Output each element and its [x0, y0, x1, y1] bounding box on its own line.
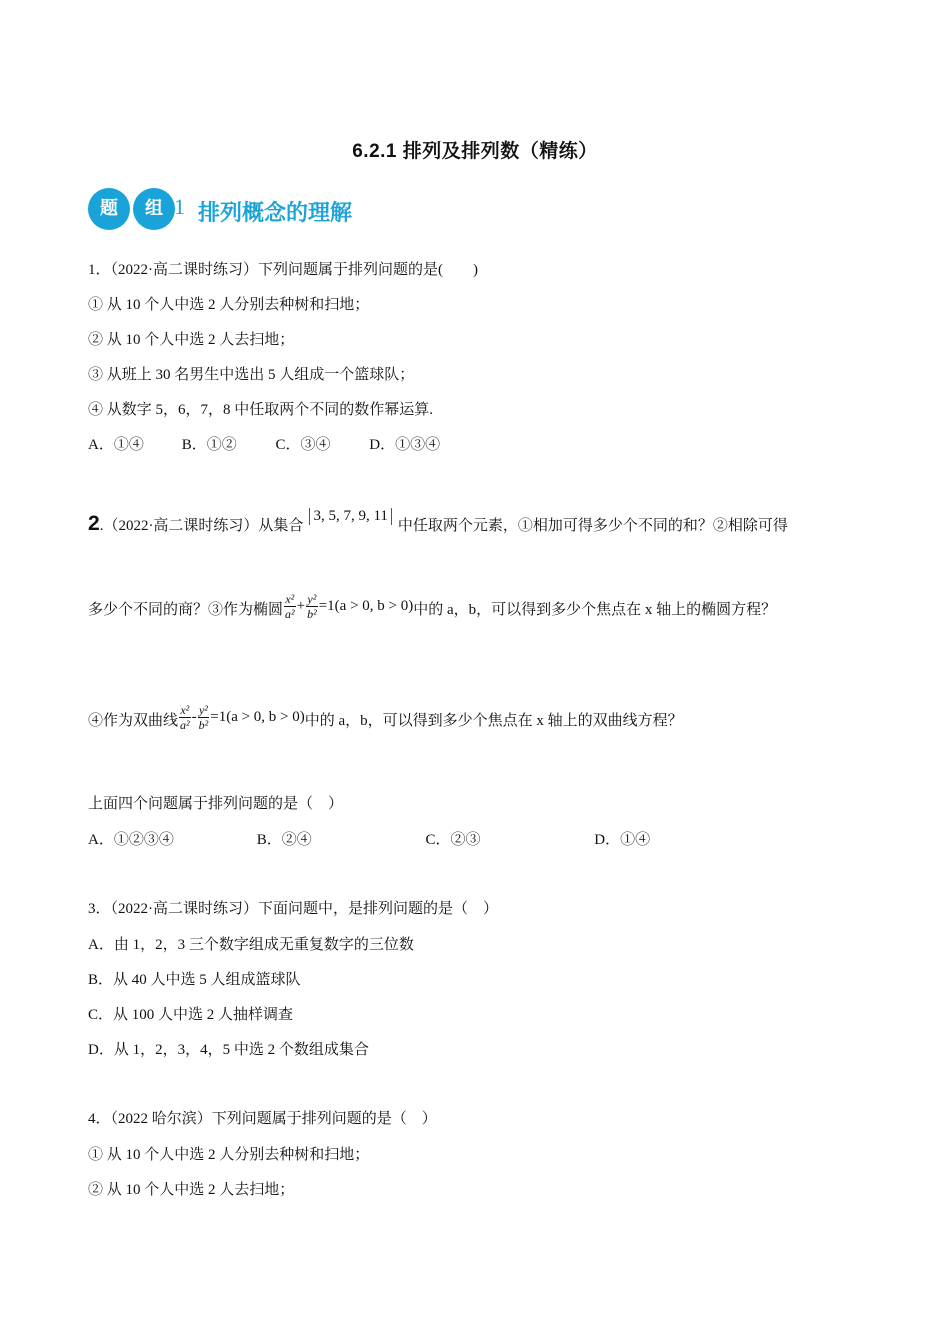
- q2-set: 3, 5, 7, 9, 11: [309, 508, 391, 525]
- q3-option-d: D．从 1，2，3，4，5 中选 2 个数组成集合: [88, 1042, 369, 1058]
- q2-option-a: A．①②③④: [88, 832, 174, 848]
- ellipse-equation: [283, 592, 413, 621]
- fraction-denominator: a²: [285, 607, 295, 621]
- plus-sign: +: [296, 598, 306, 614]
- q2-text-3a: ④作为双曲线: [88, 713, 179, 729]
- equation-condition: =1(a > 0, b > 0): [318, 598, 414, 614]
- fraction-x2-a2: [179, 703, 191, 732]
- q2-line-2: [88, 592, 776, 621]
- q3-option-a: A．由 1，2，3 三个数字组成无重复数字的三位数: [88, 937, 414, 953]
- q2-text-1b: 中任取两个元素，①相加可得多少个不同的和？②相除可得: [397, 518, 788, 534]
- q1-item-3: ③ 从班上 30 名男生中选出 5 人组成一个篮球队；: [88, 367, 415, 383]
- q3-option-c: C．从 100 人中选 2 人抽样调查: [88, 1007, 294, 1023]
- q2-text-2b: 中的 a，b，可以得到多少个焦点在 x 轴上的椭圆方程？: [413, 602, 777, 618]
- q2-option-c: C．②③: [425, 832, 481, 848]
- section-title: 排列概念的理解: [198, 201, 353, 226]
- fraction-numerator: y²: [198, 703, 208, 717]
- q2-option-d: D．①④: [594, 832, 651, 848]
- fraction-numerator: x²: [285, 592, 295, 606]
- q1-item-4: ④ 从数字 5，6，7，8 中任取两个不同的数作幂运算.: [88, 402, 434, 418]
- section-number: 1: [174, 194, 185, 219]
- fraction-x2-a2: [284, 592, 296, 621]
- hyperbola-equation: [178, 703, 305, 732]
- minus-sign: -: [191, 709, 197, 725]
- equation-condition: =1(a > 0, b > 0): [210, 709, 305, 725]
- section-badge-ti: 题: [88, 188, 130, 230]
- q2-option-b: B．②④: [256, 832, 312, 848]
- q2-text-3b: 中的 a，b，可以得到多少个焦点在 x 轴上的双曲线方程？: [304, 713, 683, 729]
- document-title: 6.2.1 排列及排列数（精练）: [352, 141, 598, 162]
- fraction-y2-b2: [198, 703, 210, 732]
- q2-question: 上面四个问题属于排列问题的是（ ）: [88, 796, 344, 812]
- q4-item-1: ① 从 10 个人中选 2 人分别去种树和扫地；: [88, 1147, 370, 1163]
- q2-number: 2: [88, 512, 100, 535]
- q1-item-2: ② 从 10 个人中选 2 人去扫地；: [88, 332, 295, 348]
- q2-line-1: [88, 508, 788, 536]
- q3-stem: 3．（2022·高二课时练习）下面问题中，是排列问题的是（ ）: [88, 901, 498, 917]
- fraction-numerator: y²: [307, 592, 317, 606]
- q2-line-3: [88, 703, 683, 732]
- section-badge-zu: 组: [133, 188, 175, 230]
- q2-text-1a: .（2022·高二课时练习）从集合: [99, 518, 304, 534]
- q3-option-b: B．从 40 人中选 5 人组成篮球队: [88, 972, 301, 988]
- q1-stem: 1．（2022·高二课时练习）下列问题属于排列问题的是( ): [88, 262, 478, 278]
- q1-option-b: B．①②: [181, 437, 237, 453]
- q1-options: [88, 433, 440, 454]
- fraction-numerator: x²: [180, 703, 190, 717]
- q4-stem: 4．（2022 哈尔滨）下列问题属于排列问题的是（ ）: [88, 1111, 437, 1127]
- q1-option-d: D．①③④: [369, 437, 441, 453]
- q1-option-c: C．③④: [275, 437, 331, 453]
- fraction-denominator: a²: [180, 718, 190, 732]
- q1-option-a: A．①④: [88, 437, 144, 453]
- fraction-y2-b2: [306, 592, 318, 621]
- fraction-denominator: b²: [307, 607, 317, 621]
- q4-item-2: ② 从 10 个人中选 2 人去扫地；: [88, 1182, 295, 1198]
- q1-item-1: ① 从 10 个人中选 2 人分别去种树和扫地；: [88, 297, 370, 313]
- fraction-denominator: b²: [198, 718, 209, 732]
- q2-options: [88, 828, 650, 849]
- q2-text-2a: 多少个不同的商？③作为椭圆: [88, 602, 284, 618]
